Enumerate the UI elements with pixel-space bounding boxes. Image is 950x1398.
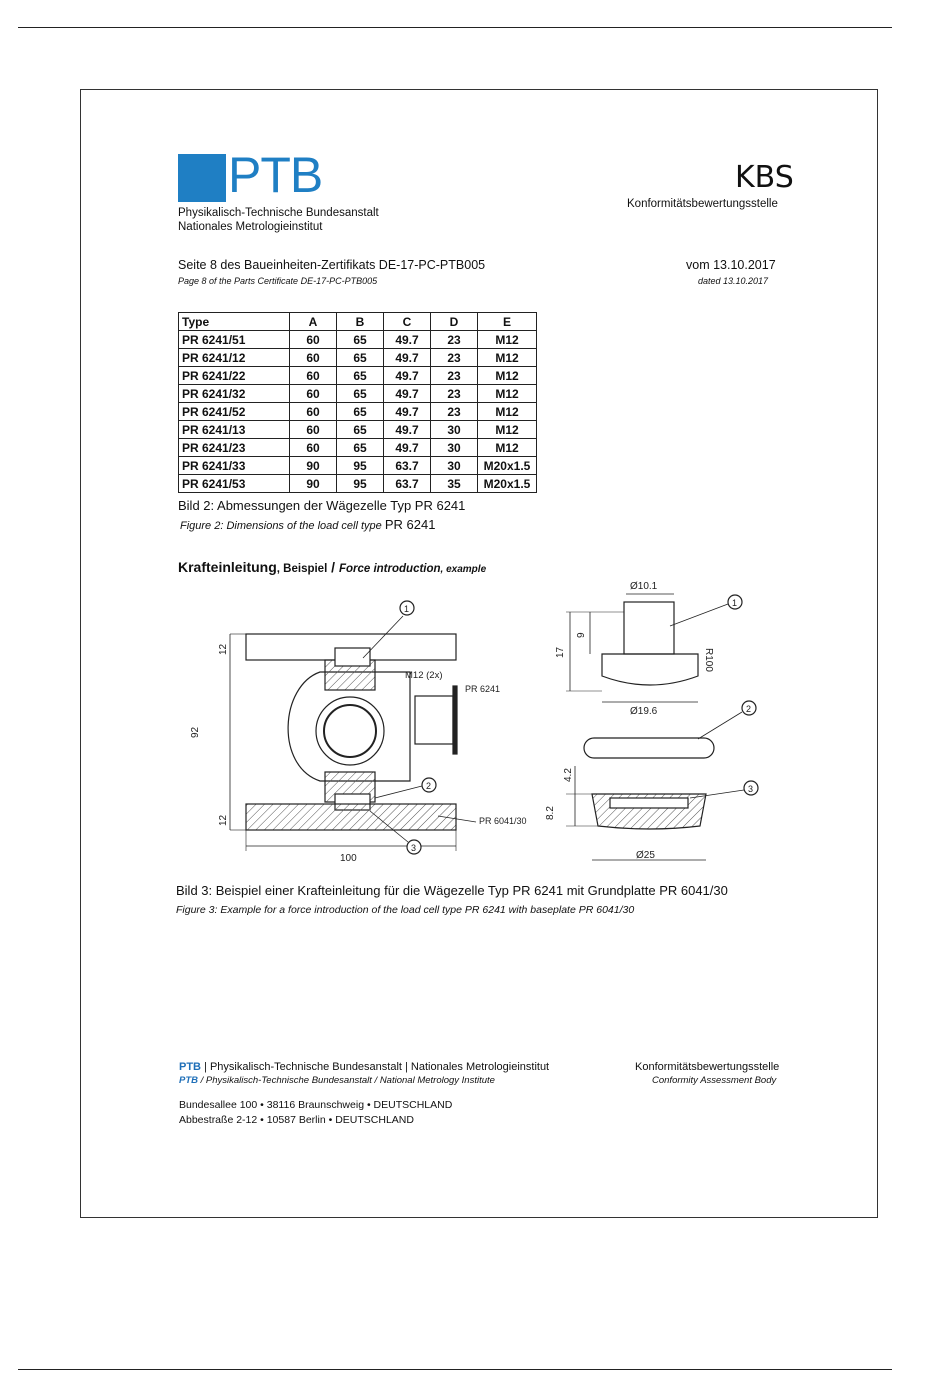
institute-name	[178, 206, 379, 234]
table-cell: PR 6241/51	[179, 331, 290, 349]
table-cell: PR 6241/12	[179, 349, 290, 367]
kbs-title: KBS	[735, 160, 794, 195]
dim-42: 4.2	[563, 768, 574, 782]
table-cell: 49.7	[384, 421, 431, 439]
table-header-cell: E	[478, 313, 537, 331]
table-row	[179, 475, 537, 493]
table-cell: 95	[337, 457, 384, 475]
table-cell: 65	[337, 403, 384, 421]
figure3-caption-en: Figure 3: Example for a force introduction of the load cell type PR 6241 with baseplate PR 6041/30	[176, 904, 635, 916]
figure2-caption-en-text: Figure 2: Dimensions of the load cell type	[180, 520, 382, 532]
label-pr6041: PR 6041/30	[479, 816, 527, 826]
table-cell: 65	[337, 421, 384, 439]
dim-17: 17	[555, 646, 566, 658]
table-cell: 63.7	[384, 457, 431, 475]
table-header-cell: B	[337, 313, 384, 331]
dim-d196: Ø19.6	[630, 706, 658, 717]
table-header-cell: D	[431, 313, 478, 331]
page-reference-en: Page 8 of the Parts Certificate DE-17-PC-PTB005	[178, 276, 378, 286]
table-cell: 30	[431, 457, 478, 475]
table-cell: M20x1.5	[478, 457, 537, 475]
cable-gland	[415, 696, 453, 744]
pin-head	[602, 654, 698, 685]
table-cell: M12	[478, 439, 537, 457]
top-bolt	[335, 648, 370, 666]
figure3-caption-de: Bild 3: Beispiel einer Krafteinleitung für die Wägezelle Typ PR 6241 mit Grundplatte PR 6041/30	[176, 883, 728, 898]
institute-line1: Physikalisch-Technische Bundesanstalt	[178, 207, 379, 219]
table-cell: M12	[478, 367, 537, 385]
footer-line2-text: / Physikalisch-Technische Bundesanstalt / National Metrology Institute	[198, 1075, 495, 1086]
force-introduction-drawing	[170, 576, 770, 876]
callout-2-text: 2	[426, 781, 432, 791]
section-title-de-suffix: , Beispiel	[276, 563, 328, 575]
footer-line1	[179, 1061, 549, 1073]
table-cell: 23	[431, 385, 478, 403]
callout-3-text: 3	[411, 843, 417, 853]
table-row	[179, 457, 537, 475]
table-cell: PR 6241/13	[179, 421, 290, 439]
callout-3b-text: 3	[748, 784, 754, 794]
section-title-en: Force introduction	[338, 563, 441, 575]
table-cell: 49.7	[384, 439, 431, 457]
table-cell: 49.7	[384, 385, 431, 403]
logo-text: PTB	[228, 147, 323, 203]
footer-line1-text: | Physikalisch-Technische Bundesanstalt | Nationales Metrologieinstitut	[201, 1061, 550, 1073]
callout-2b-text: 2	[746, 704, 752, 714]
ptb-logo	[178, 147, 323, 204]
cell-ring-inner	[324, 705, 376, 757]
table-cell: M12	[478, 385, 537, 403]
table-cell: 63.7	[384, 475, 431, 493]
section-title-de: Krafteinleitung	[178, 559, 277, 575]
date-de: vom 13.10.2017	[686, 258, 776, 272]
section-title	[178, 559, 486, 575]
table-cell: 60	[290, 331, 337, 349]
table-cell: M12	[478, 349, 537, 367]
dim-r100: R100	[703, 648, 714, 672]
table-cell: 49.7	[384, 349, 431, 367]
table-row	[179, 403, 537, 421]
table-cell: PR 6241/53	[179, 475, 290, 493]
address-berlin: Abbestraße 2-12 • 10587 Berlin • DEUTSCHLAND	[179, 1114, 414, 1126]
figure2-caption-de: Bild 2: Abmessungen der Wägezelle Typ PR 6241	[178, 498, 466, 513]
footer-line2	[179, 1075, 495, 1086]
table-header-cell: A	[290, 313, 337, 331]
dim-d25: Ø25	[636, 850, 655, 861]
table-cell: 30	[431, 439, 478, 457]
table-row	[179, 421, 537, 439]
dim-9: 9	[576, 632, 587, 638]
ring-seal	[584, 738, 714, 758]
cable-flange	[453, 686, 457, 754]
table-cell: PR 6241/22	[179, 367, 290, 385]
table-cell: 65	[337, 367, 384, 385]
dim-92: 92	[190, 726, 201, 738]
table-cell: 65	[337, 439, 384, 457]
table-header-row	[179, 313, 537, 331]
table-cell: 23	[431, 349, 478, 367]
label-m12: M12 (2x)	[405, 670, 443, 681]
table-cell: 23	[431, 367, 478, 385]
table-cell: PR 6241/52	[179, 403, 290, 421]
dim-100: 100	[340, 853, 357, 864]
footer-ptb-1: PTB	[179, 1061, 201, 1073]
footer-right2: Conformity Assessment Body	[652, 1075, 777, 1086]
base-plate	[246, 804, 456, 830]
table-row	[179, 385, 537, 403]
table-cell: M12	[478, 331, 537, 349]
table-row	[179, 349, 537, 367]
date-en: dated 13.10.2017	[698, 276, 769, 286]
table-cell: 65	[337, 349, 384, 367]
table-cell: PR 6241/23	[179, 439, 290, 457]
table-cell: PR 6241/32	[179, 385, 290, 403]
table-cell: 30	[431, 421, 478, 439]
table-cell: 60	[290, 439, 337, 457]
table-cell: 60	[290, 421, 337, 439]
table-cell: 90	[290, 475, 337, 493]
dim-d101: Ø10.1	[630, 581, 658, 592]
table-cell: 49.7	[384, 367, 431, 385]
table-cell: 60	[290, 367, 337, 385]
callout-1-text: 1	[404, 604, 410, 614]
pin-shaft	[624, 602, 674, 654]
top-rule	[18, 27, 892, 28]
base-cup-recess	[610, 798, 688, 808]
dim-12-bottom: 12	[218, 814, 229, 826]
table-row	[179, 331, 537, 349]
table-row	[179, 439, 537, 457]
bottom-rule	[18, 1369, 892, 1370]
table-cell: 49.7	[384, 403, 431, 421]
table-cell: M20x1.5	[478, 475, 537, 493]
footer-ptb-2: PTB	[179, 1075, 198, 1086]
table-cell: 60	[290, 349, 337, 367]
table-header-cell: Type	[179, 313, 290, 331]
section-title-slash: /	[327, 559, 339, 575]
table-row	[179, 367, 537, 385]
table-cell: 49.7	[384, 331, 431, 349]
table-cell: 60	[290, 403, 337, 421]
logo-square-icon	[178, 154, 226, 202]
table-header-cell: C	[384, 313, 431, 331]
table-cell: 60	[290, 385, 337, 403]
table-cell: 65	[337, 385, 384, 403]
table-cell: 90	[290, 457, 337, 475]
right-details	[566, 594, 758, 860]
label-pr6241: PR 6241	[465, 684, 501, 694]
table-cell: 95	[337, 475, 384, 493]
address-braunschweig: Bundesallee 100 • 38116 Braunschweig • DEUTSCHLAND	[179, 1099, 453, 1111]
table-cell: M12	[478, 403, 537, 421]
callout-1b-text: 1	[732, 598, 738, 608]
page-reference-de: Seite 8 des Baueinheiten-Zertifikats DE-17-PC-PTB005	[178, 258, 486, 272]
dim-82: 8.2	[545, 806, 556, 820]
figure2-caption-en	[180, 517, 435, 532]
table-cell: 23	[431, 403, 478, 421]
table-cell: 23	[431, 331, 478, 349]
institute-line2: Nationales Metrologieinstitut	[178, 221, 323, 233]
cell-ring-outer	[316, 697, 384, 765]
left-assembly	[230, 601, 476, 854]
table-cell: PR 6241/33	[179, 457, 290, 475]
table-cell: 35	[431, 475, 478, 493]
footer-right1: Konformitätsbewertungsstelle	[635, 1061, 780, 1073]
section-title-en-suffix: , example	[440, 564, 487, 575]
kbs-subtitle: Konformitätsbewertungsstelle	[627, 198, 778, 210]
dimensions-table	[178, 312, 537, 493]
table-cell: M12	[478, 421, 537, 439]
figure2-caption-en-type: PR 6241	[384, 517, 436, 532]
dim-12-top: 12	[218, 643, 229, 655]
table-cell: 65	[337, 331, 384, 349]
